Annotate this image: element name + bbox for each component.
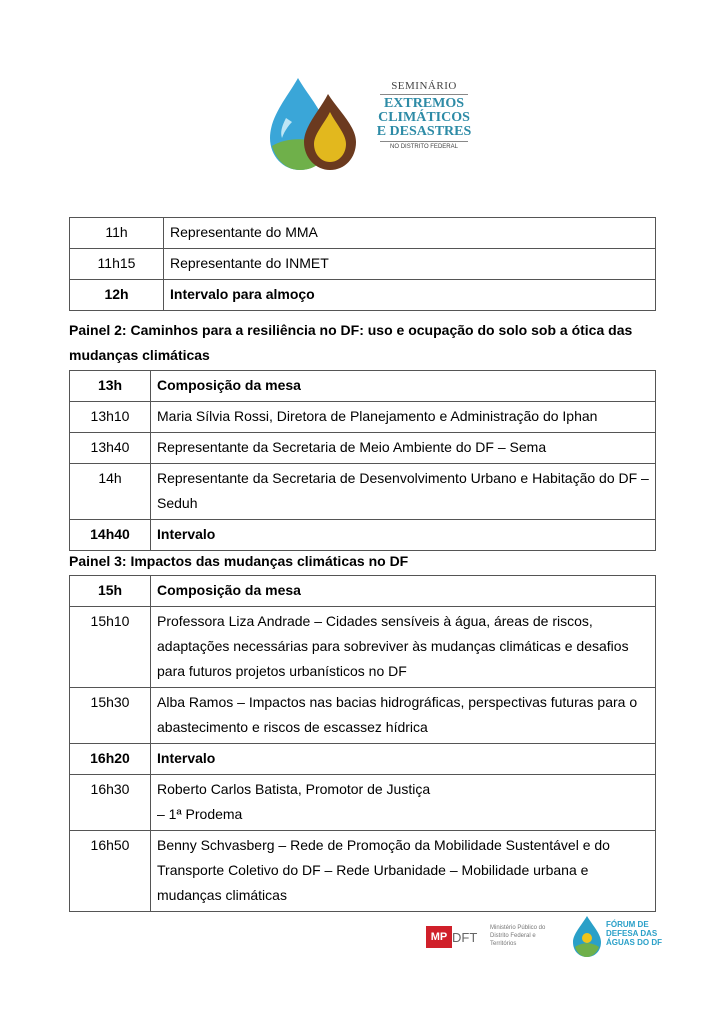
schedule-time: 15h <box>70 576 151 607</box>
schedule-time: 13h40 <box>70 433 151 464</box>
schedule-time: 15h30 <box>70 688 151 744</box>
schedule-table-panel-2 <box>69 370 656 551</box>
schedule-description: Roberto Carlos Batista, Promotor de Justiça – 1ª Prodema <box>151 775 656 831</box>
schedule-row <box>70 433 656 464</box>
schedule-row <box>70 744 656 775</box>
schedule-description: Representante do INMET <box>164 249 656 280</box>
schedule-description: Composição da mesa <box>151 371 656 402</box>
schedule-row <box>70 688 656 744</box>
schedule-row <box>70 371 656 402</box>
mp-logo: MP <box>426 926 452 948</box>
schedule-time: 14h40 <box>70 520 151 551</box>
schedule-description: Benny Schvasberg – Rede de Promoção da Mobilidade Sustentável e do Transporte Coletivo do DF – Rede Urbanidade – Mobilidade urbana e mudanças climáticas <box>151 831 656 912</box>
seminar-subtitle: NO DISTRITO FEDERAL <box>390 144 458 150</box>
schedule-time: 13h <box>70 371 151 402</box>
schedule-time: 13h10 <box>70 402 151 433</box>
schedule-table-panel-3 <box>69 575 656 912</box>
schedule-description: Maria Sílvia Rossi, Diretora de Planejamento e Administração do Iphan <box>151 402 656 433</box>
title-line-3: E DESASTRES <box>376 124 472 139</box>
mp-institution-text: Ministério Público do Distrito Federal e Territórios <box>490 925 546 947</box>
schedule-row <box>70 280 656 311</box>
schedule-row <box>70 831 656 912</box>
seminar-label: SEMINÁRIO <box>391 80 457 92</box>
forum-label: FÓRUM DE DEFESA DAS ÁGUAS DO DF <box>606 920 662 947</box>
schedule-row <box>70 249 656 280</box>
schedule-description: Representante do MMA <box>164 218 656 249</box>
panel-3-title: Painel 3: Impactos das mudanças climáticas no DF <box>69 553 409 569</box>
schedule-row <box>70 218 656 249</box>
dft-label: DFT <box>452 930 478 945</box>
water-drops-icon <box>268 76 368 172</box>
schedule-row <box>70 576 656 607</box>
schedule-description: Representante da Secretaria de Desenvolvimento Urbano e Habitação do DF – Seduh <box>151 464 656 520</box>
title-line-1: EXTREMOS <box>383 96 465 111</box>
schedule-row <box>70 520 656 551</box>
forum-drop-icon <box>570 914 604 958</box>
schedule-time: 12h <box>70 280 164 311</box>
schedule-description: Professora Liza Andrade – Cidades sensíveis à água, áreas de riscos, adaptações necessárias para sobreviver às mudanças climáticas e desafios para futuros projetos urbanísticos no DF <box>151 607 656 688</box>
schedule-description: Composição da mesa <box>151 576 656 607</box>
schedule-row <box>70 402 656 433</box>
schedule-table-morning <box>69 217 656 311</box>
footer-logos <box>426 912 666 962</box>
schedule-time: 16h20 <box>70 744 151 775</box>
seminar-logo <box>268 76 472 172</box>
schedule-time: 11h <box>70 218 164 249</box>
schedule-time: 11h15 <box>70 249 164 280</box>
schedule-row <box>70 464 656 520</box>
schedule-description: Intervalo <box>151 520 656 551</box>
schedule-row <box>70 607 656 688</box>
schedule-description: Alba Ramos – Impactos nas bacias hidrográficas, perspectivas futuras para o abastecimento e riscos de escassez hídrica <box>151 688 656 744</box>
schedule-description: Intervalo para almoço <box>164 280 656 311</box>
panel-2-title: Painel 2: Caminhos para a resiliência no DF: uso e ocupação do solo sob a ótica das mudanças climáticas <box>69 322 633 363</box>
schedule-description: Intervalo <box>151 744 656 775</box>
schedule-time: 16h50 <box>70 831 151 912</box>
schedule-description: Representante da Secretaria de Meio Ambiente do DF – Sema <box>151 433 656 464</box>
schedule-row <box>70 775 656 831</box>
title-line-2: CLIMÁTICOS <box>378 110 470 125</box>
schedule-time: 14h <box>70 464 151 520</box>
seminar-title-block <box>374 80 474 150</box>
schedule-time: 15h10 <box>70 607 151 688</box>
schedule-time: 16h30 <box>70 775 151 831</box>
